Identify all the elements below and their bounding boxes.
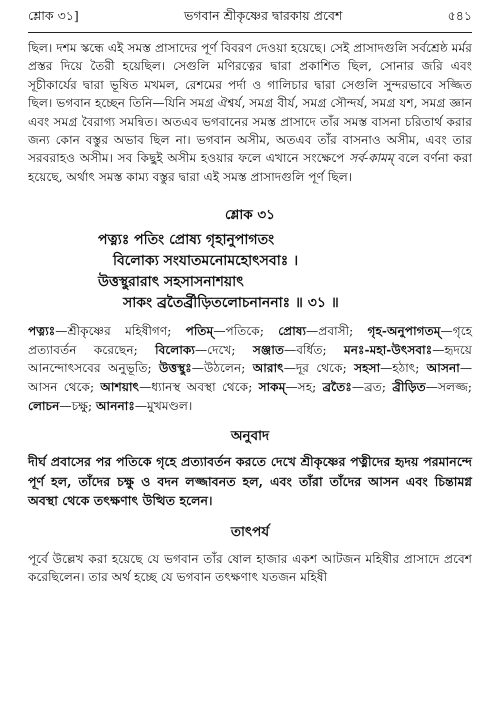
page-number: ৫৪১	[447, 8, 472, 23]
verse-line: পত্ন্যঃ পতিং প্রোষ্য গৃহানুপাগতং	[98, 232, 275, 249]
translation-text: দীর্ঘ প্রবাসের পর পতিকে গৃহে প্রত্যাবর্তন করতে দেখে শ্রীকৃষ্ণের পত্নীদের হৃদয় পরমানন্দে পূর্ণ হল, তাঁদের চক্ষু ও বদন লজ্জাবনত হল, এবং তাঁরা তাঁদের আসন এবং চিন্তামগ্ন অবস্থা থেকে তৎক্ষণাৎ উত্থিত হলেন।	[28, 454, 472, 509]
synonym-term: সঞ্জাত	[252, 342, 285, 357]
intro-paragraph	[28, 39, 472, 186]
synonym-dash: —	[285, 380, 298, 395]
book-page	[28, 8, 472, 587]
synonym-meaning: দূর থেকে;	[295, 361, 355, 376]
synonym-meaning: প্রবাসী;	[318, 324, 368, 339]
synonym-term: আরাৎ	[252, 361, 284, 376]
synonym-meaning: হঠাৎ;	[392, 361, 427, 376]
synonym-dash: —	[213, 324, 226, 339]
word-meanings	[28, 322, 472, 415]
synonym-meaning: চক্ষু;	[71, 398, 97, 413]
synonym-dash: —	[425, 380, 438, 395]
synonym-term: সাকম্	[258, 380, 286, 395]
synonym-dash: —	[459, 361, 472, 376]
translation-title: অনুবাদ	[230, 428, 270, 445]
synonym-term: আশয়াৎ	[100, 380, 140, 395]
synonym-term: মনঃ-মহা-উৎসবাঃ	[343, 342, 433, 357]
synonym-dash: —	[55, 324, 68, 339]
intro-text-part2: বলে বর্ণনা করা হয়েছে, অর্থাৎ সমস্ত কাম্য বস্তুর দ্বারা এই সমস্ত প্রাসাদগুলি পূর্ণ ছিল।	[28, 151, 473, 184]
synonym-meaning: হৃদয়ে আনন্দোৎসবের অনুভূতি;	[28, 342, 472, 376]
synonym-meaning: সলজ্জ;	[437, 380, 473, 395]
verse-reference: শ্লোক ৩১]	[28, 8, 79, 23]
synonym-meaning: ধ্যানস্থ অবস্থা থেকে;	[151, 380, 259, 395]
synonym-meaning: আসন থেকে;	[28, 380, 101, 395]
synonym-dash: —	[283, 361, 296, 376]
chapter-title: ভগবান শ্রীকৃষ্ণের দ্বারকায় প্রবেশ	[184, 8, 343, 23]
synonym-meaning: দেখে;	[207, 342, 253, 357]
synonym-term: সহসা	[354, 361, 381, 376]
synonym-term: গৃহ-অনুপাগতম্	[367, 324, 441, 339]
synonym-meaning: ব্রত;	[364, 380, 393, 395]
synonym-term: আসনা	[426, 361, 460, 376]
synonym-dash: —	[134, 398, 148, 413]
synonym-term: লোচন	[28, 398, 60, 413]
synonym-dash: —	[440, 324, 453, 339]
synonym-term: ব্রীড়িত	[392, 380, 426, 395]
synonym-term: পত্ন্যঃ	[28, 324, 56, 339]
purport-text: পূর্বে উল্লেখ করা হয়েছে যে ভগবান তাঁর ষোল হাজার একশ আটজন মহিষীর প্রাসাদে প্রবেশ করেছিলেন। তার অর্থ হচ্ছে যে ভগবান তৎক্ষণাৎ যতজন মহিষী	[28, 551, 472, 585]
synonym-dash: —	[139, 380, 152, 395]
synonym-dash: —	[432, 342, 445, 357]
synonym-dash: —	[194, 342, 208, 357]
synonym-dash: —	[351, 380, 365, 395]
verse-line: সাকং ব্রতৈর্ব্রীড়িতলোচনাননাঃ ॥ ৩১ ॥	[123, 295, 339, 312]
synonym-term: প্রোষ্য	[278, 324, 307, 339]
synonym-term: ব্রতৈঃ	[322, 380, 352, 395]
synonym-meaning: বর্ধিত;	[296, 342, 344, 357]
synonym-dash: —	[306, 324, 319, 339]
purport-title: তাৎপর্য	[230, 523, 270, 540]
synonym-dash: —	[380, 361, 393, 376]
intro-text-part1: ছিল। দশম স্কন্ধে এই সমস্ত প্রাসাদের পূর্ণ বিবরণ দেওয়া হয়েছে। সেই প্রাসাদগুলি সর্বশ্রেষ্ঠ মর্মর প্রস্তর দিয়ে তৈরী হয়েছিল। সেগুলি মণিরত্নের দ্বারা প্রকাশিত ছিল, সোনার জরি এবং সূচীকার্যের দ্বারা ভূষিত মখমল, রেশমের পর্দা ও গালিচার দ্বারা সেগুলি সুন্দরভাবে সজ্জিত ছিল। ভগবান হচ্ছেন তিনি—যিনি সমগ্র ঐশ্বর্য, সমগ্র বীর্য, সমগ্র সৌন্দর্য, সমগ্র যশ, সমগ্র জ্ঞান এবং সমগ্র বৈরাগ্য সমন্বিত। অতএব ভগবানের সমস্ত প্রাসাদে তাঁর সমস্ত বাসনা চরিতার্থ করার জন্য কোন বস্তুর অভাব ছিল না। ভগবান অসীম, অতএব তাঁর বাসনাও অসীম, এবং তার সরবরাহও অসীম। সব কিছুই অসীম হওয়ার ফলে এখানে সংক্ষেপে	[28, 41, 472, 166]
synonym-meaning: শ্রীকৃষ্ণের মহিষীগণ;	[67, 324, 186, 339]
synonym-dash: —	[59, 398, 72, 413]
synonym-term: পতিম্	[185, 324, 214, 339]
synonym-dash: —	[191, 361, 204, 376]
synonym-meaning: উঠলেন;	[203, 361, 253, 376]
synonym-meaning: সহ;	[297, 380, 323, 395]
verse-line: উত্তস্থুরারাৎ সহসাসনাশয়াৎ	[98, 274, 244, 291]
synonym-term: আননাঃ	[96, 398, 135, 413]
synonym-meaning: পতিকে;	[225, 324, 279, 339]
synonym-term: বিলোক্য	[155, 342, 195, 357]
running-header	[28, 8, 472, 33]
synonym-meaning: গৃহে প্রত্যাবর্তন করেছেন;	[28, 324, 473, 357]
verse-line: বিলোক্য সংযাতমনোমহোৎসবাঃ ।	[113, 253, 299, 270]
intro-italic-term: সর্ব-কামম্	[349, 151, 394, 166]
synonym-meaning: মুখমণ্ডল।	[147, 398, 193, 413]
verse-title: শ্লোক ৩১	[225, 207, 275, 224]
sanskrit-verse	[28, 230, 472, 314]
synonym-term: উত্তস্থুঃ	[159, 361, 192, 376]
synonym-dash: —	[284, 342, 297, 357]
